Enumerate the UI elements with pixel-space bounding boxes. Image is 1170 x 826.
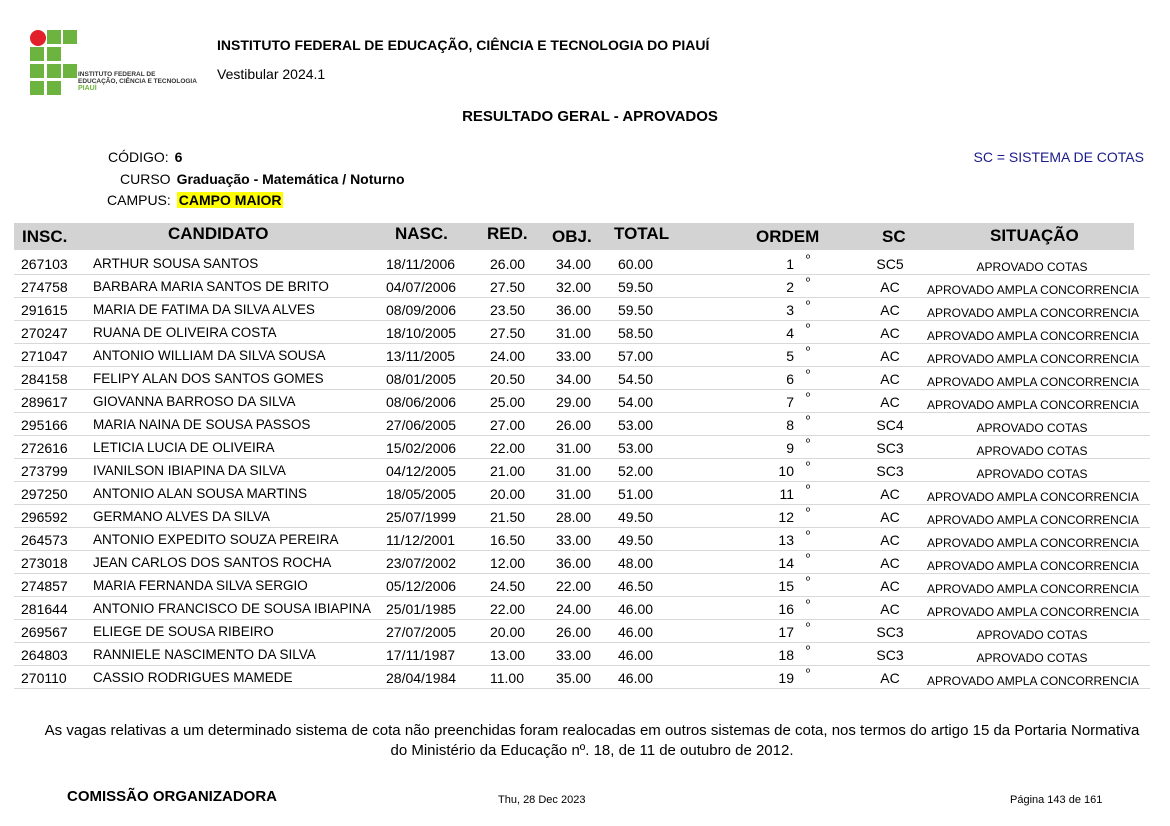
cell-obj: 33.00	[556, 647, 592, 663]
cell-total: 54.50	[618, 371, 654, 387]
cell-red: 27.50	[490, 325, 526, 341]
codigo-value: 6	[174, 149, 183, 165]
cell-candidato: JEAN CARLOS DOS SANTOS ROCHA	[93, 555, 332, 570]
cell-total: 59.50	[618, 302, 654, 318]
cell-red: 22.00	[490, 440, 526, 456]
cell-total: 48.00	[618, 555, 654, 571]
cell-sc: SC4	[876, 417, 904, 433]
table-row	[14, 252, 1150, 275]
cell-insc: 270247	[21, 325, 68, 341]
curso-line	[120, 171, 405, 187]
cell-obj: 28.00	[556, 509, 592, 525]
campus-line	[107, 192, 283, 208]
cell-situacao: APROVADO AMPLA CONCORRENCIA	[927, 283, 1139, 297]
cell-obj: 31.00	[556, 486, 592, 502]
cell-ordem: 16	[778, 601, 794, 617]
cell-nasc: 08/09/2006	[386, 302, 457, 318]
cell-sc: AC	[880, 670, 900, 686]
cell-total: 49.50	[618, 532, 654, 548]
cell-situacao: APROVADO COTAS	[976, 628, 1088, 642]
cell-ordem: 8	[786, 417, 794, 433]
cell-ordem-degree: º	[806, 552, 811, 564]
cell-sc: AC	[880, 325, 900, 341]
cell-obj: 31.00	[556, 440, 592, 456]
cell-candidato: GERMANO ALVES DA SILVA	[93, 509, 271, 524]
cell-total: 46.50	[618, 578, 654, 594]
cell-candidato: FELIPY ALAN DOS SANTOS GOMES	[93, 371, 324, 386]
cell-sc: AC	[880, 302, 900, 318]
cell-candidato: MARIA DE FATIMA DA SILVA ALVES	[93, 302, 315, 317]
col-ordem: ORDEM	[756, 227, 820, 246]
cell-red: 23.50	[490, 302, 526, 318]
cell-insc: 273799	[21, 463, 68, 479]
cell-ordem-degree: º	[806, 437, 811, 449]
footer-commission: COMISSÃO ORGANIZADORA	[67, 788, 277, 805]
cell-total: 53.00	[618, 440, 654, 456]
table-row	[14, 551, 1150, 574]
cell-candidato: ARTHUR SOUSA SANTOS	[93, 256, 259, 271]
cell-insc: 295166	[21, 417, 68, 433]
cell-red: 25.00	[490, 394, 526, 410]
codigo-line	[108, 149, 182, 165]
curso-label: CURSO	[120, 171, 171, 187]
cell-ordem-degree: º	[806, 414, 811, 426]
cell-red: 27.00	[490, 417, 526, 433]
cell-situacao: APROVADO AMPLA CONCORRENCIA	[927, 329, 1139, 343]
cell-ordem: 4	[786, 325, 794, 341]
table-row	[14, 275, 1150, 298]
cell-obj: 26.00	[556, 417, 592, 433]
cell-obj: 34.00	[556, 256, 592, 272]
cell-ordem: 13	[778, 532, 794, 548]
cell-ordem-degree: º	[806, 483, 811, 495]
codigo-label: CÓDIGO:	[108, 149, 169, 165]
cell-nasc: 27/06/2005	[386, 417, 457, 433]
cell-ordem: 2	[786, 279, 794, 295]
cell-total: 59.50	[618, 279, 654, 295]
cell-insc: 264573	[21, 532, 68, 548]
cell-sc: AC	[880, 601, 900, 617]
cell-obj: 26.00	[556, 624, 592, 640]
cell-ordem: 17	[778, 624, 794, 640]
cell-sc: AC	[880, 371, 900, 387]
cell-ordem: 10	[778, 463, 794, 479]
cell-sc: SC3	[876, 440, 904, 456]
cell-total: 46.00	[618, 624, 654, 640]
cell-ordem-degree: º	[806, 299, 811, 311]
cell-sc: AC	[880, 532, 900, 548]
cell-red: 20.00	[490, 624, 526, 640]
campus-value: CAMPO MAIOR	[178, 192, 282, 208]
cell-situacao: APROVADO AMPLA CONCORRENCIA	[927, 375, 1139, 389]
cell-sc: SC3	[876, 647, 904, 663]
table-row	[14, 643, 1150, 666]
cell-nasc: 05/12/2006	[386, 578, 457, 594]
table-row	[14, 505, 1150, 528]
cell-insc: 270110	[21, 670, 67, 686]
cell-red: 20.00	[490, 486, 526, 502]
cell-ordem: 7	[786, 394, 794, 410]
col-insc: INSC.	[22, 227, 68, 246]
cell-candidato: BARBARA MARIA SANTOS DE BRITO	[93, 279, 329, 294]
cell-insc: 271047	[21, 348, 68, 364]
col-total: TOTAL	[614, 224, 670, 243]
cell-ordem-degree: º	[806, 506, 811, 518]
cell-candidato: ANTONIO FRANCISCO DE SOUSA IBIAPINA	[93, 601, 372, 616]
cell-ordem-degree: º	[806, 621, 811, 633]
cell-total: 51.00	[618, 486, 654, 502]
cell-nasc: 08/01/2005	[386, 371, 457, 387]
cell-insc: 269567	[21, 624, 68, 640]
cell-sc: AC	[880, 486, 900, 502]
cell-nasc: 27/07/2005	[386, 624, 457, 640]
cell-situacao: APROVADO AMPLA CONCORRENCIA	[927, 582, 1139, 596]
cell-ordem: 6	[786, 371, 794, 387]
institution-name: INSTITUTO FEDERAL DE EDUCAÇÃO, CIÊNCIA E TECNOLOGIA DO PIAUÍ	[217, 37, 710, 53]
table-row	[14, 459, 1150, 482]
exam-name: Vestibular 2024.1	[217, 66, 326, 82]
cell-nasc: 04/12/2005	[386, 463, 457, 479]
cell-red: 13.00	[490, 647, 526, 663]
cell-red: 21.00	[490, 463, 526, 479]
cell-obj: 32.00	[556, 279, 592, 295]
cell-candidato: ANTONIO ALAN SOUSA MARTINS	[93, 486, 308, 501]
cell-ordem-degree: º	[806, 276, 811, 288]
table-row	[14, 321, 1150, 344]
cell-sc: AC	[880, 394, 900, 410]
cell-situacao: APROVADO COTAS	[976, 467, 1088, 481]
cell-ordem-degree: º	[806, 529, 811, 541]
cell-candidato: ANTONIO EXPEDITO SOUZA PEREIRA	[93, 532, 339, 547]
cell-total: 46.00	[618, 647, 654, 663]
cell-insc: 274758	[21, 279, 68, 295]
cell-ordem-degree: º	[806, 644, 811, 656]
cell-nasc: 11/12/2001	[386, 532, 456, 548]
cell-red: 22.00	[490, 601, 526, 617]
cell-ordem: 18	[778, 647, 794, 663]
col-red: RED.	[487, 224, 528, 243]
cell-insc: 264803	[21, 647, 68, 663]
cell-total: 49.50	[618, 509, 654, 525]
cell-red: 20.50	[490, 371, 526, 387]
cell-sc: SC5	[876, 256, 904, 272]
cell-insc: 289617	[21, 394, 68, 410]
cell-sc: SC3	[876, 463, 904, 479]
table-row	[14, 574, 1150, 597]
cell-red: 21.50	[490, 509, 526, 525]
cell-obj: 36.00	[556, 555, 592, 571]
cell-insc: 297250	[21, 486, 68, 502]
cell-total: 57.00	[618, 348, 654, 364]
cell-obj: 22.00	[556, 578, 592, 594]
cell-ordem: 12	[778, 509, 794, 525]
cell-ordem: 14	[778, 555, 794, 571]
cell-insc: 273018	[21, 555, 68, 571]
table-row	[14, 666, 1150, 689]
curso-value: Graduação - Matemática / Noturno	[176, 171, 405, 187]
cell-obj: 34.00	[556, 371, 592, 387]
cell-nasc: 18/05/2005	[386, 486, 457, 502]
cell-insc: 274857	[21, 578, 68, 594]
cell-ordem-degree: º	[806, 345, 811, 357]
cell-candidato: MARIA FERNANDA SILVA SERGIO	[93, 578, 308, 593]
cell-sc: AC	[880, 509, 900, 525]
cell-insc: 291615	[21, 302, 68, 318]
table-header	[14, 223, 1134, 250]
cell-total: 58.50	[618, 325, 654, 341]
col-sc: SC	[882, 227, 906, 246]
cell-total: 52.00	[618, 463, 654, 479]
cell-obj: 33.00	[556, 532, 592, 548]
cell-ordem-degree: º	[806, 322, 811, 334]
logo-text: INSTITUTO FEDERAL DE EDUCAÇÃO, CIÊNCIA E TECNOLOGIA PIAUÍ	[78, 71, 197, 92]
table-row	[14, 482, 1150, 505]
cell-ordem: 9	[786, 440, 794, 456]
logo-red-circle	[30, 30, 46, 46]
cell-ordem: 3	[786, 302, 794, 318]
institution-logo	[30, 30, 200, 100]
table-row	[14, 367, 1150, 390]
cell-nasc: 18/11/2006	[386, 256, 456, 272]
cell-ordem-degree: º	[806, 667, 811, 679]
table-row	[14, 436, 1150, 459]
cell-candidato: CASSIO RODRIGUES MAMEDE	[93, 670, 293, 685]
col-situacao: SITUAÇÃO	[990, 226, 1079, 245]
cell-ordem-degree: º	[806, 460, 811, 472]
cell-ordem: 1	[786, 256, 794, 272]
cell-ordem: 19	[778, 670, 794, 686]
cell-obj: 36.00	[556, 302, 592, 318]
cell-insc: 272616	[21, 440, 68, 456]
results-table-body	[14, 252, 1150, 689]
cell-candidato: RUANA DE OLIVEIRA COSTA	[93, 325, 277, 340]
campus-label: CAMPUS:	[107, 192, 171, 208]
cell-obj: 24.00	[556, 601, 592, 617]
cell-situacao: APROVADO AMPLA CONCORRENCIA	[927, 352, 1139, 366]
cell-sc: AC	[880, 578, 900, 594]
cell-obj: 31.00	[556, 325, 592, 341]
table-row	[14, 528, 1150, 551]
cell-sc: SC3	[876, 624, 904, 640]
cell-nasc: 23/07/2002	[386, 555, 457, 571]
cell-nasc: 15/02/2006	[386, 440, 457, 456]
cell-red: 11.00	[490, 670, 524, 686]
col-candidato: CANDIDATO	[168, 224, 269, 243]
cell-nasc: 08/06/2006	[386, 394, 457, 410]
cell-situacao: APROVADO COTAS	[976, 421, 1088, 435]
cell-candidato: LETICIA LUCIA DE OLIVEIRA	[93, 440, 275, 455]
cell-sc: AC	[880, 279, 900, 295]
cell-situacao: APROVADO AMPLA CONCORRENCIA	[927, 306, 1139, 320]
cell-nasc: 17/11/1987	[386, 647, 456, 663]
cell-total: 60.00	[618, 256, 654, 272]
table-row	[14, 390, 1150, 413]
cell-candidato: ELIEGE DE SOUSA RIBEIRO	[93, 624, 274, 639]
cell-nasc: 25/01/1985	[386, 601, 457, 617]
cell-ordem: 15	[778, 578, 794, 594]
cell-situacao: APROVADO AMPLA CONCORRENCIA	[927, 513, 1139, 527]
footer-page-number: Página 143 de 161	[1010, 794, 1103, 806]
cell-situacao: APROVADO AMPLA CONCORRENCIA	[927, 559, 1139, 573]
table-row	[14, 597, 1150, 620]
cell-red: 24.00	[490, 348, 526, 364]
cell-insc: 296592	[21, 509, 68, 525]
cell-nasc: 25/07/1999	[386, 509, 457, 525]
cell-nasc: 04/07/2006	[386, 279, 457, 295]
cell-red: 24.50	[490, 578, 526, 594]
cell-red: 16.50	[490, 532, 526, 548]
cell-total: 46.00	[618, 601, 654, 617]
cell-nasc: 28/04/1984	[386, 670, 457, 686]
cell-ordem-degree: º	[806, 253, 811, 265]
cell-situacao: APROVADO AMPLA CONCORRENCIA	[927, 536, 1139, 550]
cell-ordem-degree: º	[806, 391, 811, 403]
cell-candidato: MARIA NAINA DE SOUSA PASSOS	[93, 417, 311, 432]
cell-situacao: APROVADO COTAS	[976, 260, 1088, 274]
cell-candidato: RANNIELE NASCIMENTO DA SILVA	[93, 647, 316, 662]
cell-situacao: APROVADO AMPLA CONCORRENCIA	[927, 490, 1139, 504]
table-row	[14, 298, 1150, 321]
cell-insc: 281644	[21, 601, 68, 617]
cell-red: 26.00	[490, 256, 526, 272]
cell-candidato: ANTONIO WILLIAM DA SILVA SOUSA	[93, 348, 326, 363]
quota-note: As vagas relativas a um determinado sistema de cota não preenchidas foram realocadas em outros sistemas de cota, nos termos do artigo 15 da Portaria Normativa do Ministério da Educação nº. 18, de 11 de outubro de 2012.	[44, 722, 1140, 759]
cell-obj: 33.00	[556, 348, 592, 364]
cell-insc: 267103	[21, 256, 68, 272]
cell-insc: 284158	[21, 371, 68, 387]
cell-red: 12.00	[490, 555, 526, 571]
cell-situacao: APROVADO AMPLA CONCORRENCIA	[927, 605, 1139, 619]
cell-candidato: IVANILSON IBIAPINA DA SILVA	[93, 463, 286, 478]
report-title: RESULTADO GERAL - APROVADOS	[462, 108, 718, 125]
cell-ordem: 5	[786, 348, 794, 364]
cell-total: 54.00	[618, 394, 654, 410]
cell-sc: AC	[880, 555, 900, 571]
cell-situacao: APROVADO AMPLA CONCORRENCIA	[927, 398, 1139, 412]
cell-obj: 35.00	[556, 670, 592, 686]
cell-situacao: APROVADO COTAS	[976, 651, 1088, 665]
cell-situacao: APROVADO AMPLA CONCORRENCIA	[927, 674, 1139, 688]
col-obj: OBJ.	[552, 227, 592, 246]
cell-obj: 31.00	[556, 463, 592, 479]
cell-candidato: GIOVANNA BARROSO DA SILVA	[93, 394, 296, 409]
table-row	[14, 620, 1150, 643]
sc-legend: SC = SISTEMA DE COTAS	[973, 149, 1144, 165]
cell-ordem-degree: º	[806, 598, 811, 610]
cell-obj: 29.00	[556, 394, 592, 410]
cell-ordem-degree: º	[806, 575, 811, 587]
cell-situacao: APROVADO COTAS	[976, 444, 1088, 458]
cell-nasc: 13/11/2005	[386, 348, 456, 364]
cell-sc: AC	[880, 348, 900, 364]
cell-red: 27.50	[490, 279, 526, 295]
cell-total: 46.00	[618, 670, 654, 686]
cell-ordem-degree: º	[806, 368, 811, 380]
table-row	[14, 413, 1150, 436]
cell-ordem: 11	[779, 486, 794, 502]
table-row	[14, 344, 1150, 367]
footer-date: Thu, 28 Dec 2023	[498, 794, 586, 806]
cell-total: 53.00	[618, 417, 654, 433]
col-nasc: NASC.	[395, 224, 448, 243]
cell-nasc: 18/10/2005	[386, 325, 457, 341]
